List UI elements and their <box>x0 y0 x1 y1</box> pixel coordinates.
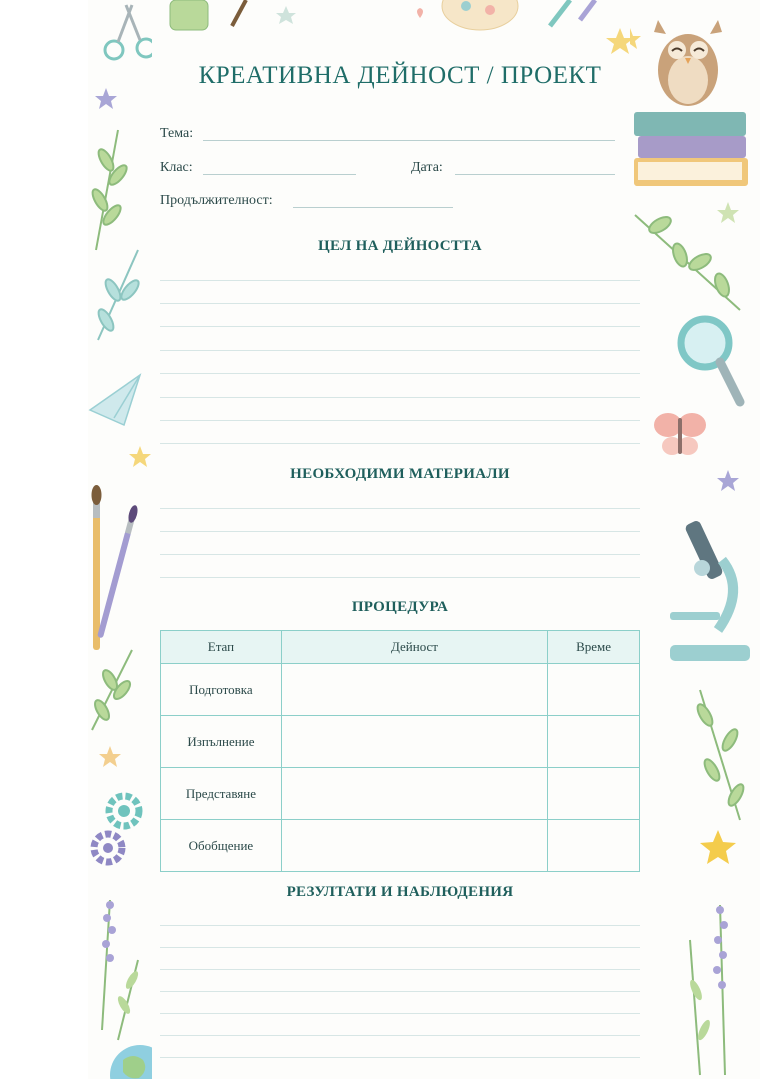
lavender-icon <box>688 905 728 1075</box>
stage-cell: Подготовка <box>161 664 282 716</box>
duration-label: Продължителност: <box>160 193 273 208</box>
butterfly-icon <box>654 413 706 455</box>
duration-input-line[interactable] <box>293 207 453 208</box>
gear-icon <box>109 796 139 826</box>
leaf-branch-icon <box>92 650 133 730</box>
star-icon <box>700 830 736 864</box>
writing-line[interactable] <box>160 969 640 970</box>
goal-section-title: ЦЕЛ НА ДЕЙНОСТТА <box>318 238 482 254</box>
paintbrush-icon <box>92 485 102 650</box>
pencil-icon <box>580 0 595 20</box>
writing-line[interactable] <box>160 947 640 948</box>
leaf-branch-icon <box>90 130 130 250</box>
books-icon <box>634 112 748 186</box>
star-icon <box>129 446 151 467</box>
writing-line[interactable] <box>160 991 640 992</box>
magnifier-icon <box>681 319 740 402</box>
activity-cell[interactable] <box>281 716 547 768</box>
results-section-title: РЕЗУЛТАТИ И НАБЛЮДЕНИЯ <box>286 884 514 900</box>
header-activity: Дейност <box>281 631 547 664</box>
star-icon <box>95 88 117 109</box>
writing-line[interactable] <box>160 443 640 444</box>
time-cell[interactable] <box>548 820 640 872</box>
writing-line[interactable] <box>160 373 640 374</box>
left-decorative-border <box>88 0 152 1079</box>
writing-line[interactable] <box>160 303 640 304</box>
lavender-icon <box>102 900 140 1040</box>
writing-line[interactable] <box>160 531 640 532</box>
time-cell[interactable] <box>548 716 640 768</box>
topic-input-line[interactable] <box>203 140 615 141</box>
topic-label: Тема: <box>160 126 194 141</box>
paper-plane-icon <box>90 375 140 425</box>
stage-cell: Обобщение <box>161 820 282 872</box>
writing-line[interactable] <box>160 397 640 398</box>
paintbrush-icon <box>232 0 246 26</box>
writing-line[interactable] <box>160 1057 640 1058</box>
activity-cell[interactable] <box>281 664 547 716</box>
page-title: КРЕАТИВНА ДЕЙНОСТ / ПРОЕКТ <box>198 62 602 89</box>
writing-line[interactable] <box>160 925 640 926</box>
date-label: Дата: <box>411 160 443 175</box>
heart-icon <box>417 8 423 18</box>
leaf-branch-icon <box>635 214 740 310</box>
pencil-icon <box>550 0 570 26</box>
writing-line[interactable] <box>160 350 640 351</box>
header-stage: Етап <box>161 631 282 664</box>
table-row <box>161 820 640 872</box>
table-row <box>161 716 640 768</box>
writing-line[interactable] <box>160 1035 640 1036</box>
class-input-line[interactable] <box>203 174 356 175</box>
writing-line[interactable] <box>160 1013 640 1014</box>
top-decorative-border <box>150 0 640 60</box>
time-cell[interactable] <box>548 664 640 716</box>
star-icon <box>99 746 121 767</box>
writing-line[interactable] <box>160 577 640 578</box>
writing-line[interactable] <box>160 508 640 509</box>
writing-line[interactable] <box>160 326 640 327</box>
activity-cell[interactable] <box>281 768 547 820</box>
table-header-row <box>161 631 640 664</box>
table-row <box>161 664 640 716</box>
date-input-line[interactable] <box>455 174 615 175</box>
paintbrush-icon <box>96 504 139 638</box>
scissors-icon <box>105 5 152 59</box>
globe-icon <box>110 1045 152 1079</box>
writing-line[interactable] <box>160 280 640 281</box>
gear-icon <box>94 834 122 862</box>
star-icon <box>276 6 296 24</box>
stage-cell: Изпълнение <box>161 716 282 768</box>
procedure-section-title: ПРОЦЕДУРА <box>351 599 449 615</box>
class-label: Клас: <box>160 160 193 175</box>
writing-line[interactable] <box>160 554 640 555</box>
activity-cell[interactable] <box>281 820 547 872</box>
star-icon <box>717 470 739 491</box>
star-icon <box>606 28 634 54</box>
table-row <box>161 768 640 820</box>
right-decorative-border <box>630 0 760 1079</box>
star-icon <box>717 202 739 223</box>
glue-icon <box>170 0 208 30</box>
paint-palette-icon <box>442 0 518 30</box>
writing-line[interactable] <box>160 420 640 421</box>
leaf-branch-icon <box>96 250 142 340</box>
procedure-table <box>160 630 640 872</box>
leaf-branch-icon <box>695 690 747 820</box>
header-time: Време <box>548 631 640 664</box>
materials-section-title: НЕОБХОДИМИ МАТЕРИАЛИ <box>290 466 510 482</box>
stage-cell: Представяне <box>161 768 282 820</box>
time-cell[interactable] <box>548 768 640 820</box>
microscope-icon <box>670 519 750 661</box>
owl-icon <box>654 20 722 106</box>
